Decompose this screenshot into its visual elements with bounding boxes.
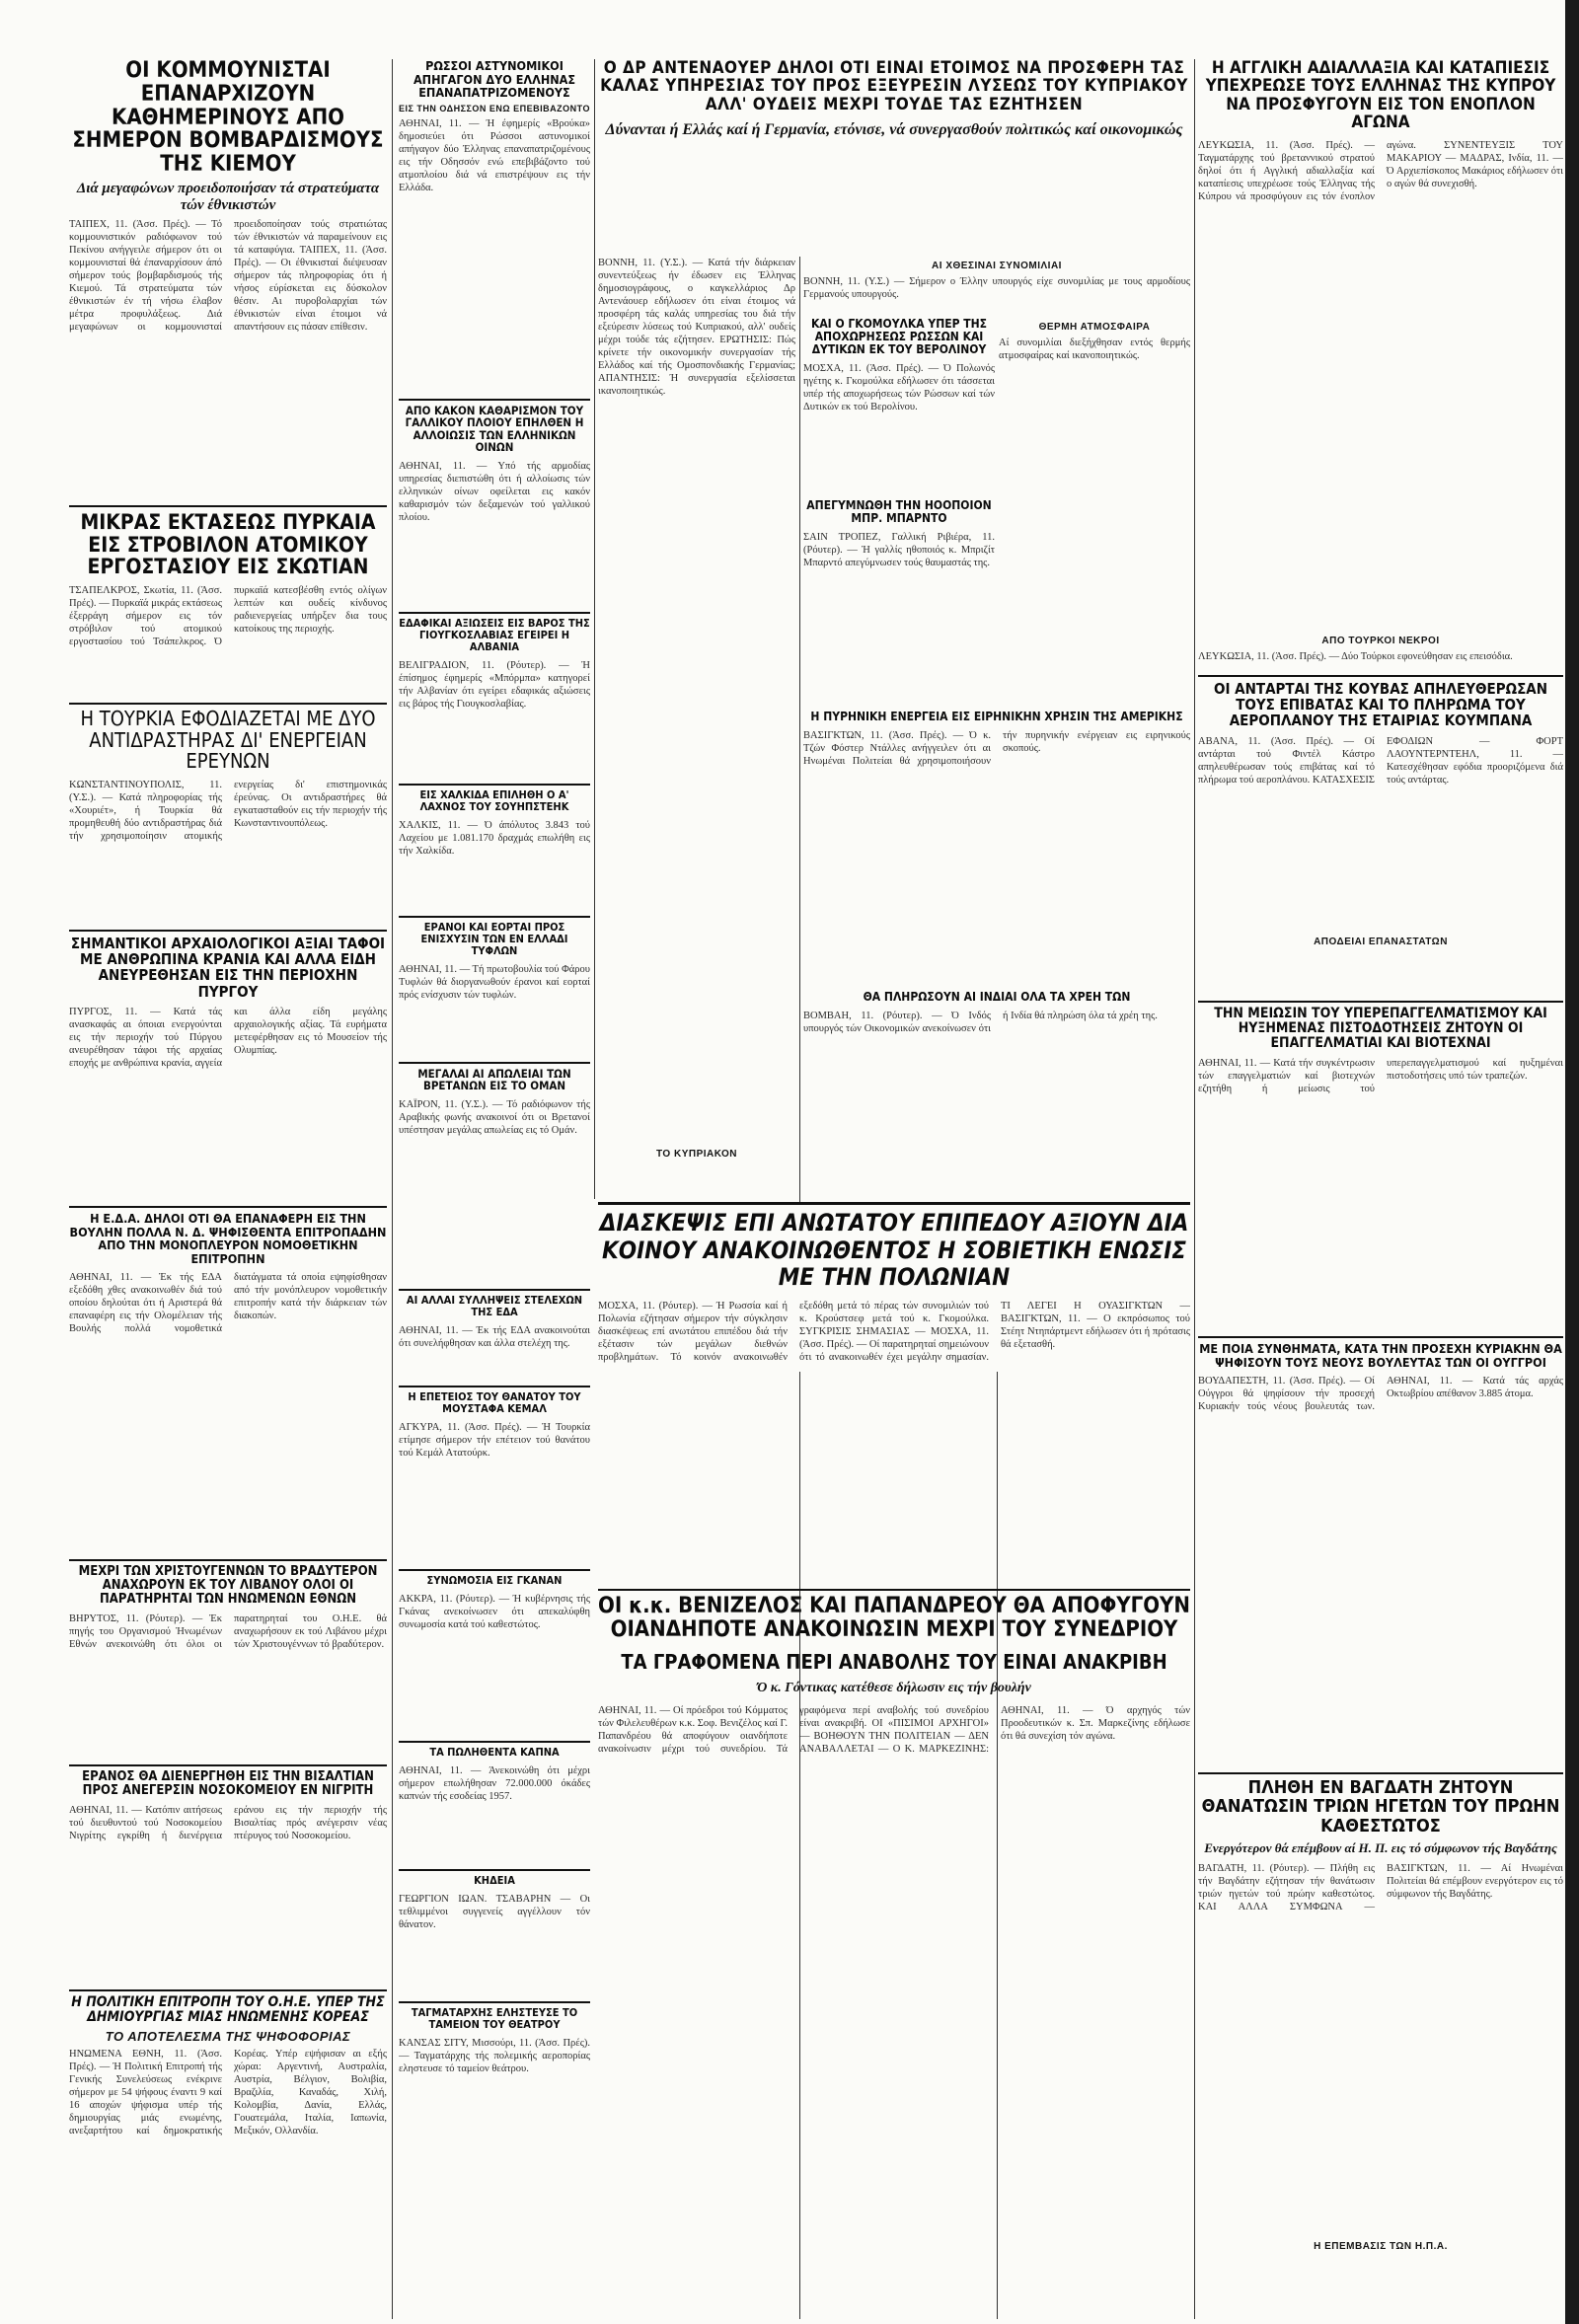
section-rule (399, 1386, 590, 1387)
article-body: ΒΟΥΔΑΠΕΣΤΗ, 11. (Άσσ. Πρές). — Οί Ούγγροι θά ψηφίσουν τήν προσεχή Κυριακήν τούς νέους βουλευτάς των. ΑΘΗΝΑΙ, 11. — Κατά τάς αρχάς Οκτωβρίου απέθανον 3.885 άτομα. (1198, 1376, 1563, 1412)
section-rule (69, 505, 387, 507)
article-tyfloi (399, 922, 590, 1058)
headline: Η ΕΠΕΤΕΙΟΣ ΤΟΥ ΘΑΝΑΤΟΥ ΤΟΥ ΜΟΥΣΤΑΦΑ ΚΕΜΑΛ (408, 1391, 581, 1415)
subheadline: Δύνανται ή Ελλάς καί ή Γερμανία, ετόνισε, νά συνεργασθούν πολιτικώς καί οικονομικώς (605, 121, 1183, 139)
section-rule (399, 1062, 590, 1064)
article-livanos (69, 1565, 387, 1761)
section-rule (399, 399, 590, 401)
headline: ΟΙ ΑΝΤΑΡΤΑΙ ΤΗΣ ΚΟΥΒΑΣ ΑΠΗΛΕΥΘΕΡΩΣΑΝ ΤΟΥΣ ΕΠΙΒΑΤΑΣ ΚΑΙ ΤΟ ΠΛΗΡΩΜΑ ΤΟΥ ΑΕΡΟΠΛΑΝΟΥ ΤΗΣ ΕΤΑΙΡΙΑΣ ΚΟΥΜΠΑΝΑ (1213, 681, 1548, 730)
article-pyriniki (803, 711, 1190, 987)
article-kypros (1198, 59, 1563, 626)
article-body: ΚΑΪΡΟΝ, 11. (Υ.Σ.). — Τό ραδιόφωνον τής Αραβικής φωνής ανακοινοί ότι οι Βρετανοί υπέστησαν μεγάλας απωλείας εις τό Ομάν. (399, 1098, 590, 1136)
article-body: ΑΘΗΝΑΙ, 11. — Έκ τής ΕΔΑ εξεδόθη χθες ανακοινωθέν διά τού οποίου δηλούται ότι ή Αριστερά θά επαναφέρη εις τήν Ολομέλειαν τής Βουλής πολλά νομοθετικά διατάγματα τά οποία εψηφίσθησαν από τήν μονόπλευρον νομοθετικήν επιτροπήν κατά τήν διάρκειαν τών διακοπών. (69, 1272, 387, 1334)
article-body: ΧΑΛΚΙΣ, 11. — Ό άπόλυτος 3.843 τού Λαχείου με 1.081.170 δραχμάς επωλήθη εις τήν Χαλκίδα. (399, 819, 590, 857)
section-rule (598, 1202, 1190, 1205)
article-kideia (399, 1875, 590, 1997)
headline: ΔΙΑΣΚΕΨΙΣ ΕΠΙ ΑΝΩΤΑΤΟΥ ΕΠΙΠΕΔΟΥ ΑΞΙΟΥΝ ΔΙΑ ΚΟΙΝΟΥ ΑΝΑΚΟΙΝΩΘΕΝΤΟΣ Η ΣΟΒΙΕΤΙΚΗ ΕΝΩΣΙΣ ΜΕ ΤΗΝ ΠΟΛΩΝΙΑΝ (599, 1210, 1189, 1292)
article-albania (399, 618, 590, 780)
article-body: ΑΚΚΡΑ, 11. (Ρόυτερ). — Ή κυβέρνησις τής Γκάνας ανεκοίνωσεν ότι απεκαλύφθη συνωμοσία κατά τού καθεστώτος. (399, 1593, 590, 1630)
article-kiemou (69, 59, 387, 501)
article-india (803, 991, 1190, 1198)
article-laxeio (399, 789, 590, 912)
headline: ΠΛΗΘΗ ΕΝ ΒΑΓΔΑΤΗ ΖΗΤΟΥΝ ΘΑΝΑΤΩΣΙΝ ΤΡΙΩΝ ΗΓΕΤΩΝ ΤΟΥ ΠΡΩΗΝ ΚΑΘΕΣΤΩΤΟΣ (1201, 1778, 1560, 1837)
article-epaggelmaties (1198, 1007, 1563, 1332)
article-tourkia (69, 709, 387, 926)
headline: ΘΑ ΠΛΗΡΩΣΟΥΝ ΑΙ ΙΝΔΙΑΙ ΟΛΑ ΤΑ ΧΡΕΗ ΤΩΝ (863, 991, 1131, 1004)
section-rule (399, 2001, 590, 2003)
article-ghana (399, 1575, 590, 1737)
section-rule (69, 1559, 387, 1561)
headline: ΚΗΔΕΙΑ (474, 1875, 515, 1887)
headline: ΑΠΟ ΚΑΚΟΝ ΚΑΘΑΡΙΣΜΟΝ ΤΟΥ ΓΑΛΛΙΚΟΥ ΠΛΟΙΟΥ ΕΠΗΛΘΕΝ Η ΑΛΛΟΙΩΣΙΣ ΤΩΝ ΕΛΛΗΝΙΚΩΝ ΟΙΝΩΝ (405, 405, 584, 455)
article-body: ΒΕΛΙΓΡΑΔΙΟΝ, 11. (Ρόυτερ). — Ή έπίσημος έφημερίς «Μπόρμπα» κατηγορεί τήν Αλβανίαν ότι εγείρει εδαφικάς αξιώσεις εις βάρος τής Γιουγκοσλαβίας. (399, 659, 590, 710)
headline: ΑΠΕΓΥΜΝΩΘΗ ΤΗΝ ΗΟΟΠΟΙΟΝ ΜΠΡ. ΜΠΑΡΝΤΟ (806, 499, 992, 525)
headline: ΟΙ ΚΟΜΜΟΥΝΙΣΤΑΙ ΕΠΑΝΑΡΧΙΖΟΥΝ ΚΑΘΗΜΕΡΙΝΟΥΣ ΑΠΟ ΣΗΜΕΡΟΝ ΒΟΜΒΑΡΔΙΣΜΟΥΣ ΤΗΣ ΚΙΕΜΟΥ (72, 59, 384, 177)
kicker: Η ΕΠΕΜΒΑΣΙΣ ΤΩΝ Η.Π.Α. (1314, 2241, 1448, 2253)
headline: ΤΗΝ ΜΕΙΩΣΙΝ ΤΟΥ ΥΠΕΡΕΠΑΓΓΕΛΜΑΤΙΣΜΟΥ ΚΑΙ ΗΥΞΗΜΕΝΑΣ ΠΙΣΤΟΔΟΤΗΣΕΙΣ ΖΗΤΟΥΝ ΟΙ ΕΠΑΓΓΕΛΜΑΤΙΑΙ ΚΑΙ ΒΙΟΤΕΧΝΑΙ (1214, 1007, 1547, 1052)
article-tagmatarxis (399, 2007, 590, 2316)
article-bardot (803, 499, 995, 707)
headline: ΕΡΑΝΟΣ ΘΑ ΔΙΕΝΕΡΓΗΘΗ ΕΙΣ ΤΗΝ ΒΙΣΑΛΤΙΑΝ ΠΡΟΣ ΑΝΕΓΕΡΣΙΝ ΝΟΣΟΚΟΜΕΙΟΥ ΕΝ ΝΙΓΡΙΤΗ (82, 1770, 374, 1799)
article-body: ΓΕΩΡΓΙΟΝ ΙΩΑΝ. ΤΣΑΒΑΡΗΝ — Οι τεθλιμμένοι συγγενείς αγγέλλουν τόν θάνατον. (399, 1893, 590, 1930)
column-rule (392, 59, 393, 2319)
article-thermi (999, 318, 1190, 707)
section-rule (399, 1569, 590, 1571)
headline: ΕΡΑΝΟΙ ΚΑΙ ΕΟΡΤΑΙ ΠΡΟΣ ΕΝΙΣΧΥΣΙΝ ΤΩΝ ΕΝ ΕΛΛΑΔΙ ΤΥΦΛΩΝ (420, 922, 568, 957)
section-rule (399, 1741, 590, 1743)
headline: Η ΤΟΥΡΚΙΑ ΕΦΟΔΙΑΖΕΤΑΙ ΜΕ ΔΥΟ ΑΝΤΙΔΡΑΣΤΗΡΑΣ ΔΙ' ΕΝΕΡΓΕΙΑΝ ΕΡΕΥΝΩΝ (80, 709, 376, 774)
column-rule (1194, 59, 1195, 2319)
article-synomiliai (803, 257, 1190, 316)
article-vagdati (1198, 1778, 1563, 2319)
article-body: ΑΘΗΝΑΙ, 11. — Κατά τήν συγκέντρωσιν τών επαγγελματιών καί βιοτεχνών εζητήθη ή μείωσις τού υπερεπαγγελματισμού καί ηυξημέναι πιστοδοτήσεις υπό τών τραπεζών. (1198, 1058, 1563, 1095)
kicker: ΑΠΟΔΕΙΑΙ ΕΠΑΝΑΣΤΑΤΩΝ (1314, 936, 1448, 947)
subheadline: Διά μεγαφώνων προειδοποιήσαν τά στρατεύματα τών έθνικιστών (76, 180, 380, 213)
article-archaiologika (69, 936, 387, 1202)
article-gomulka (803, 318, 995, 495)
article-body: ΜΟΣΧΑ, 11. (Άσσ. Πρές). — Ό Πολωνός ηγέτης κ. Γκομούλκα εδήλωσεν ότι τάσσεται υπέρ τής αποχωρήσεως τών Ρώσσων καί τών Δυτικών εκ τού Βερολίνου. (803, 362, 995, 412)
section-rule (399, 916, 590, 918)
article-body: ΚΩΝΣΤΑΝΤΙΝΟΥΠΟΛΙΣ, 11. (Υ.Σ.). — Κατά πληροφορίας τής «Χουριέτ», ή Τουρκία θά προμηθευθή δύο αντιδραστήρας διά τήν χρησιμοποίησιν ατομικής ενεργείας δι' επιστημονικάς έρεύνας. Οι αντιδραστήρες θά εγκατασταθούν εις τήν περιοχήν τής Κωνσταντινουπόλεως. (69, 779, 387, 842)
article-eranos (69, 1770, 387, 1986)
article-eda (69, 1212, 387, 1555)
article-rossoi (399, 59, 590, 395)
section-rule (69, 1989, 387, 1991)
section-rule (1198, 675, 1563, 677)
headline: ΕΔΑΦΙΚΑΙ ΑΞΙΩΣΕΙΣ ΕΙΣ ΒΑΡΟΣ ΤΗΣ ΓΙΟΥΓΚΟΣΛΑΒΙΑΣ ΕΓΕΙΡΕΙ Η ΑΛΒΑΝΙΑ (399, 618, 590, 653)
headline: ΚΑΙ Ο ΓΚΟΜΟΥΛΚΑ ΥΠΕΡ ΤΗΣ ΑΠΟΧΩΡΗΣΕΩΣ ΡΩΣΣΩΝ ΚΑΙ ΔΥΤΙΚΩΝ ΕΚ ΤΟΥ ΒΕΡΟΛΙΝΟΥ (810, 318, 988, 356)
section-rule (1198, 1336, 1563, 1338)
section-rule (69, 703, 387, 705)
headline: ΣΥΝΩΜΟΣΙΑ ΕΙΣ ΓΚΑΝΑΝ (426, 1575, 563, 1587)
article-body: ΑΘΗΝΑΙ, 11. — Ή έφημερίς «Βρούκα» δημοσιεύει ότι Ρώσσοι αστυνομικοί απήγαγον δύο Έλληνας επαναπατριζομένους εις τήν Οδησσόν ενώ επεβιβάζοντο τού ατμοπλοίου διά νά επιστρέψουν εις τήν Ελλάδα. (399, 117, 590, 193)
headline: Η ΠΟΛΙΤΙΚΗ ΕΠΙΤΡΟΠΗ ΤΟΥ Ο.Η.Ε. ΥΠΕΡ ΤΗΣ ΔΗΜΙΟΥΡΓΙΑΣ ΜΙΑΣ ΗΝΩΜΕΝΗΣ ΚΟΡΕΑΣ (71, 1995, 385, 2026)
headline: ΜΕΧΡΙ ΤΩΝ ΧΡΙΣΤΟΥΓΕΝΝΩΝ ΤΟ ΒΡΑΔΥΤΕΡΟΝ ΑΝΑΧΩΡΟΥΝ ΕΚ ΤΟΥ ΛΙΒΑΝΟΥ ΟΛΟΙ ΟΙ ΠΑΡΑΤΗΡΗΤΑΙ ΤΩΝ ΗΝΩΜΕΝΩΝ ΕΘΝΩΝ (78, 1565, 378, 1608)
headline: ΤΑΓΜΑΤΑΡΧΗΣ ΕΛΗΣΤΕΥΣΕ ΤΟ ΤΑΜΕΙΟΝ ΤΟΥ ΘΕΑΤΡΟΥ (411, 2007, 578, 2031)
article-body: ΠΥΡΓΟΣ, 11. — Κατά τάς ανασκαφάς αι όποιαι ενεργούνται εις τήν περιοχήν τού Πύργου ανευρέθησαν τάφοι τής αρχαίας εποχής με ανθρώπινα κρανία, αγγεία και άλλα είδη μεγάλης αρχαιολογικής αξίας. Τά ευρήματα μετεφέρθησαν εις τό Μουσείον τής Ολυμπίας. (69, 1006, 387, 1069)
article-body: ΑΘΗΝΑΙ, 11. — Υπό τής αρμοδίας υπηρεσίας διεπιστώθη ότι ή αλλοίωσις τών ελληνικών οίνων οφείλεται εις κακόν καθαρισμόν τών δεξαμενών τού γαλλικού πλοίου. (399, 460, 590, 523)
headline: Η ΑΓΓΛΙΚΗ ΑΔΙΑΛΛΑΞΙΑ ΚΑΙ ΚΑΤΑΠΙΕΣΙΣ ΥΠΕΧΡΕΩΣΕ ΤΟΥΣ ΕΛΛΗΝΑΣ ΤΗΣ ΚΥΠΡΟΥ ΝΑ ΠΡΟΣΦΥΓΟΥΝ ΕΙΣ ΤΟΝ ΕΝΟΠΛΟΝ ΑΓΩΝΑ (1205, 59, 1556, 133)
article-kemal (399, 1391, 590, 1565)
column-rule (799, 257, 800, 1204)
article-body: ΒΗΡΥΤΟΣ, 11. (Ρόυτερ). — Έκ πηγής του Οργανισμού Ήνωμένων Εθνών ανεκοινώθη ότι όλοι οι παρατηρηταί του Ο.Η.Ε. θά αναχωρήσουν εκ τού Λιβάνου μέχρι τών Χριστουγέννων τό βραδύτερον. (69, 1613, 387, 1651)
kicker: ΕΙΣ ΤΗΝ ΟΔΗΣΣΟΝ ΕΝΩ ΕΠΕΒΙΒΑΖΟΝΤΟ (399, 103, 590, 113)
article-soviet-poland (598, 1210, 1190, 1585)
article-adenauer-body (598, 257, 795, 1199)
article-body: ΑΘΗΝΑΙ, 11. — Άνεκοινώθη ότι μέχρι σήμερον επωλήθησαν 72.000.000 όκάδες καπνών τής εσοδείας 1957. (399, 1764, 590, 1802)
subheadline: Ενεργότερον θά επέμβουν αί Η. Π. εις τό σύμφωνον τής Βαγδάτης (1204, 1840, 1557, 1856)
article-pyrkaia (69, 511, 387, 699)
headline: ΜΙΚΡΑΣ ΕΚΤΑΣΕΩΣ ΠΥΡΚΑΙΑ ΕΙΣ ΣΤΡΟΒΙΛΟΝ ΑΤΟΜΙΚΟΥ ΕΡΓΟΣΤΑΣΙΟΥ ΕΙΣ ΣΚΩΤΙΑΝ (80, 511, 376, 579)
section-rule (399, 1869, 590, 1871)
kicker: ΤΟ ΑΠΟΤΕΛΕΣΜΑ ΤΗΣ ΨΗΦΟΦΟΡΙΑΣ (105, 2029, 351, 2045)
article-body: ΑΘΗΝΑΙ, 11. — Οί πρόεδροι τού Κόμματος τών Φιλελευθέρων κ.κ. Σοφ. Βενιζέλος καί Γ. Παπανδρέου θά αποφύγουν οιανδήποτε ανακοίνωσιν μέχρι τού συνεδρίου. Τά γραφόμενα περί αναβολής τού συνεδρίου είναι ανακριβή. ΟΙ «ΠΙΣΙΜΟΙ ΑΡΧΗΓΟΙ» — ΒΟΗΘΟΥΝ ΤΗΝ ΠΟΛΙΤΕΙΑΝ — ΔΕΝ ΑΝΑΒΑΛΛΕΤΑΙ — Ο Κ. ΜΑΡΚΕΖΙΝΗΣ: ΑΘΗΝΑΙ, 11. — Ό αρχηγός τών Προοδευτικών κ. Σπ. Μαρκεζίνης εδήλωσε ότι θά συνεχίση τόν αγώνα. (598, 1705, 1190, 1756)
article-body: ΑΒΑΝΑ, 11. (Άσσ. Πρές). — Οί αντάρται τού Φιντέλ Κάστρο απηλευθέρωσαν τούς επιβάτας καί τό πλήρωμα τού αεροπλάνου. ΚΑΤΑΣΧΕΣΙΣ ΕΦΟΔΙΩΝ — ΦΟΡΤ ΛΑΟΥΝΤΕΡΝΤΕΗΛ, 11. — Κατεσχέθησαν εφόδια προοριζόμενα διά τούς αντάρτας. (1198, 735, 1563, 786)
headline: ΑΠΟ ΤΟΥΡΚΟΙ ΝΕΚΡΟΙ (1321, 636, 1440, 646)
article-body: ΛΕΥΚΩΣΙΑ, 11. (Άσσ. Πρές). — Δύο Τούρκοι εφονεύθησαν εις επεισόδια. (1198, 651, 1513, 662)
article-body: ΒΑΣΙΓΚΤΩΝ, 11. (Άσσ. Πρές). — Ό κ. Τζών Φόστερ Ντάλλες ανήγγειλεν ότι αι Ηνωμέναι Πολιτείαι θά χρησιμοποιήσουν τήν πυρηνικήν ενέργειαν εις ειρηνικούς σκοπούς. (803, 729, 1190, 767)
section-rule (1198, 1772, 1563, 1774)
article-body: ΑΘΗΝΑΙ, 11. — Τή πρωτοβουλία τού Φάρου Τυφλών θά διοργανωθούν έρανοι καί εορταί πρός ενίσχυσιν τών τυφλών. (399, 963, 590, 1001)
headline: ΕΙΣ ΧΑΛΚΙΔΑ ΕΠΙΛΗΘΗ Ο Α' ΛΑΧΝΟΣ ΤΟΥ ΣΟΥΗΠΣΤΕΗΚ (419, 789, 569, 813)
article-body: ΑΘΗΝΑΙ, 11. — Κατόπιν αιτήσεως τού διευθυντού τού Νοσοκομείου Νιγρίτης εγκρίθη ή διενέργεια εράνου εις τήν περιοχήν τής Βισαλτίας πρός ανέγερσιν νέας πτέρυγος τού Νοσοκομείου. (69, 1805, 387, 1842)
section-rule (399, 1289, 590, 1291)
kicker: ΤΟ ΚΥΠΡΙΑΚΟΝ (655, 1149, 738, 1160)
article-body: ΚΑΝΣΑΣ ΣΙΤΥ, Μισσούρι, 11. (Άσσ. Πρές). — Ταγματάρχης τής πολεμικής αεροπορίας εληστευσε τό ταμείον θεάτρου. (399, 2037, 590, 2074)
headline: ΟΙ κ.κ. ΒΕΝΙΖΕΛΟΣ ΚΑΙ ΠΑΠΑΝΔΡΕΟΥ ΘΑ ΑΠΟΦΥΓΟΥΝ ΟΙΑΝΔΗΠΟΤΕ ΑΝΑΚΟΙΝΩΣΙΝ ΜΕΧΡΙ ΤΟΥ ΣΥΝΕΔΡΙΟΥ (598, 1595, 1190, 1642)
headline: ΣΗΜΑΝΤΙΚΟΙ ΑΡΧΑΙΟΛΟΓΙΚΟΙ ΑΞΙΑΙ ΤΑΦΟΙ ΜΕ ΑΝΘΡΩΠΙΝΑ ΚΡΑΝΙΑ ΚΑΙ ΑΛΛΑ ΕΙΔΗ ΑΝΕΥΡΕΘΗΣΑΝ ΕΙΣ ΤΗΝ ΠΕΡΙΟΧΗΝ ΠΥΡΓΟΥ (70, 936, 386, 1001)
article-korea (69, 1995, 387, 2316)
headline: ΘΕΡΜΗ ΑΤΜΟΣΦΑΙΡΑ (1038, 322, 1151, 333)
section-rule (598, 1589, 1190, 1591)
kicker: Ό κ. Γόντικας κατέθεσε δήλωσιν εις τήν βουλήν (757, 1681, 1031, 1696)
article-body: ΒΟΝΝΗ, 11. (Υ.Σ.). — Κατά τήν διάρκειαν συνεντεύξεως ήν έδωσεν εις Έλληνας δημοσιογράφους, ο καγκελλάριος Δρ Αντενάουερ εδήλωσεν ότι είναι έτοιμος νά προσφέρη τάς καλάς υπηρεσίας του διά τήν εξεύρεσιν λύσεως τού Κυπριακού, αλλ' ουδείς μέχρι τούδε τάς εζήτησεν. ΕΡΩΤΗΣΙΣ: Πώς κρίνετε τήν οικονομικήν συνεργασίαν τής Ελλάδος καί τής Ομοσπονδιακής Γερμανίας; ΑΠΑΝΤΗΣΙΣ: Ή συνεργασία εξελίσσεται ικανοποιητικώς. (598, 258, 795, 397)
headline: ΑΙ ΑΛΛΑΙ ΣΥΛΛΗΨΕΙΣ ΣΤΕΛΕΧΩΝ ΤΗΣ ΕΔΑ (406, 1295, 583, 1318)
article-body: ΑΓΚΥΡΑ, 11. (Άσσ. Πρές). — Ή Τουρκία ετίμησε σήμερον τήν επέτειον τού θανάτου τού Κεμάλ Ατατούρκ. (399, 1421, 590, 1459)
section-rule (399, 612, 590, 614)
article-body: ΑΘΗΝΑΙ, 11. — Έκ τής ΕΔΑ ανακοινούται ότι συνελήφθησαν και άλλα στελέχη της. (399, 1324, 590, 1349)
section-rule (69, 1764, 387, 1766)
section-rule (69, 1206, 387, 1208)
article-adenauer-header (598, 59, 1190, 257)
headline: Η ΠΥΡΗΝΙΚΗ ΕΝΕΡΓΕΙΑ ΕΙΣ ΕΙΡΗΝΙΚΗΝ ΧΡΗΣΙΝ ΤΗΣ ΑΜΕΡΙΚΗΣ (810, 711, 1183, 723)
headline: ΤΑ ΠΩΛΗΘΕΝΤΑ ΚΑΠΝΑ (429, 1747, 560, 1759)
article-oinoi (399, 405, 590, 608)
article-venizelos (598, 1595, 1190, 2319)
article-body: ΤΣΑΠΕΛΚΡΟΣ, Σκωτία, 11. (Άσσ. Πρές). — Πυρκαϊά μικράς εκτάσεως έξερράγη σήμερον εις τόν στρόβιλον τού ατομικού εργοστασίου τού Τσάπελκρος. Ό πυρκαϊά κατεσβέσθη εντός ολίγων λεπτών και ουδείς κίνδυνος ραδιενεργείας υπήρξεν δια τους κατοίκους της περιοχής. (69, 585, 387, 648)
article-body: ΣΑΙΝ ΤΡΟΠΕΖ, Γαλλική Ριβιέρα, 11. (Ρόυτερ). — Ή γαλλίς ηθοποιός κ. Μπριζίτ Μπαρντό απεγύμνωσεν τούς θαυμαστάς της. (803, 531, 995, 568)
column-rule (594, 59, 595, 1199)
headline: ΜΕ ΠΟΙΑ ΣΥΝΘΗΜΑΤΑ, ΚΑΤΑ ΤΗΝ ΠΡΟΣΕΧΗ ΚΥΡΙΑΚΗΝ ΘΑ ΨΗΦΙΣΟΥΝ ΤΟΥΣ ΝΕΟΥΣ ΒΟΥΛΕΥΤΑΣ ΤΩΝ ΟΙ ΟΥΓΓΡΟΙ (1199, 1342, 1562, 1370)
section-rule (399, 784, 590, 786)
headline: ΡΩΣΣΟΙ ΑΣΤΥΝΟΜΙΚΟΙ ΑΠΗΓΑΓΟΝ ΔΥΟ ΕΛΛΗΝΑΣ ΕΠΑΝΑΠΑΤΡΙΖΟΜΕΝΟΥΣ (413, 59, 576, 100)
article-kouba (1198, 681, 1563, 997)
subheadline: ΤΑ ΓΡΑΦΟΜΕΝΑ ΠΕΡΙ ΑΝΑΒΟΛΗΣ ΤΟΥ ΕΙΝΑΙ ΑΝΑΚΡΙΒΗ (621, 1649, 1167, 1674)
article-body: ΜΟΣΧΑ, 11. (Ρόυτερ). — Ή Ρωσσία καί ή Πολωνία εζήτησαν σήμερον τήν σύγκλησιν διασκέψεως επί ανωτάτου επιπέδου διά τήν εξέτασιν τών μεγάλων διεθνών προβλημάτων. Τό κοινόν ανακοινωθέν εξεδόθη μετά τό πέρας τών συνομιλιών τού κ. Κρούστσεφ μετά τού κ. Γκομούλκα. ΣΥΓΚΡΙΣΙΣ ΣΗΜΑΣΙΑΣ — ΜΟΣΧΑ, 11. (Άσσ. Πρές). — Οί παρατηρηταί σημειώνουν ότι τό ανακοινωθέν έχει μεγάλην σημασίαν. ΤΙ ΛΕΓΕΙ Η ΟΥΑΣΙΓΚΤΩΝ — ΒΑΣΙΓΚΤΩΝ, 11. — Ο εκπρόσωπος τού Στέητ Ντηπάρτμεντ εδήλωσεν ότι ή πρότασις θά εξετασθή. (598, 1300, 1190, 1363)
article-body: Αί συνομιλίαι διεξήχθησαν εντός θερμής ατμοσφαίρας καί ικανοποιητικώς. (999, 337, 1190, 361)
article-body: ΤΑΙΠΕΧ, 11. (Άσσ. Πρές). — Τό κομμουνιστικόν ραδιόφωνον τού Πεκίνου ανήγγειλε σήμερον ότι οι κομμουνισταί θά έπαναρχίσουν άπό σήμερον τούς βομβαρδισμούς τής Κιεμού. Τά στρατεύματα τών έθνικιστών έν τή νήσω έλαβον μέτρα προφυλάξεως. Διά μεγαφώνων οι κομμουνισταί προειδοποίησαν τούς στρατιώτας τών έθνικιστών νά παραμείνουν εις τά καταφύγια. ΤΑΙΠΕΧ, 11. (Άσσ. Πρές). — Οι έθνικισταί διέψευσαν σήμερον τάς πληροφορίας ότι ή νήσος εύρίσκεται εις δύσκολον θέσιν. Αι πυροβολαρχίαι τών έθνικιστών είναι έτοιμοι νά απαντήσουν εις πάσαν επίθεσιν. (69, 219, 387, 334)
article-syllipseis (399, 1295, 590, 1382)
headline: Ο ΔΡ ΑΝΤΕΝΑΟΥΕΡ ΔΗΛΟΙ ΟΤΙ ΕΙΝΑΙ ΕΤΟΙΜΟΣ ΝΑ ΠΡΟΣΦΕΡΗ ΤΑΣ ΚΑΛΑΣ ΥΠΗΡΕΣΙΑΣ ΤΟΥ ΠΡΟΣ ΕΞΕΥΡΕΣΙΝ ΛΥΣΕΩΣ ΤΟΥ ΚΥΠΡΙΑΚΟΥ ΑΛΛ' ΟΥΔΕΙΣ ΜΕΧΡΙ ΤΟΥΔΕ ΤΑΣ ΕΖΗΤΗΣΕΝ (600, 59, 1188, 114)
headline: ΜΕΓΑΛΑΙ ΑΙ ΑΠΩΛΕΙΑΙ ΤΩΝ ΒΡΕΤΑΝΩΝ ΕΙΣ ΤΟ ΟΜΑΝ (417, 1068, 571, 1093)
section-rule (1198, 1001, 1563, 1003)
article-oman (399, 1068, 590, 1285)
headline: ΑΙ ΧΘΕΣΙΝΑΙ ΣΥΝΟΜΙΛΙΑΙ (932, 261, 1062, 271)
article-body: ΗΝΩΜΕΝΑ ΕΘΝΗ, 11. (Άσσ. Πρές). — Ή Πολιτική Επιτροπή τής Γενικής Συνελεύσεως ενέκρινε σήμερον με 54 ψήφους έναντι 9 καί 16 αποχών ψήφισμα υπέρ τής δημιουργίας μιάς ενωμένης, ανεξαρτήτου καί δημοκρατικής Κορέας. Υπέρ εψήφισαν αι εξής χώραι: Αργεντινή, Αυστραλία, Αυστρία, Βέλγιον, Βολιβία, Βραζιλία, Καναδάς, Χιλή, Κολομβία, Δανία, Ελλάς, Γουατεμάλα, Ιταλία, Ιαπωνία, Μεξικόν, Ολλανδία. (69, 2049, 387, 2137)
article-oungroi (1198, 1342, 1563, 1768)
article-body: ΒΟΜΒΑΗ, 11. (Ρόυτερ). — Ό Ινδός υπουργός τών Οικονομικών ανεκοίνωσεν ότι ή Ινδία θά πληρώση όλα τά χρέη της. (803, 1010, 1158, 1034)
article-body: ΛΕΥΚΩΣΙΑ, 11. (Άσσ. Πρές). — Ταγματάρχης τού βρεταννικού στρατού δηλοί ότι ή Αγγλική αδιαλλαξία καί καταπίεσις υπεχρέωσε τούς Έλληνας τής Κύπρου νά προσφύγουν εις τόν ένοπλον αγώνα. ΣΥΝΕΝΤΕΥΞΙΣ ΤΟΥ ΜΑΚΑΡΙΟΥ — ΜΑΔΡΑΣ, Ινδία, 11. — Ό Αρχιεπίσκοπος Μακάριος εδήλωσεν ότι ο αγών θά συνεχισθή. (1198, 140, 1563, 203)
article-body: ΒΑΓΔΑΤΗ, 11. (Ρόυτερ). — Πλήθη εις τήν Βαγδάτην εζήτησαν τήν θανάτωσιν τριών ηγετών τού πρώην καθεστώτος. ΚΑΙ ΑΛΛΑ ΣΥΜΦΩΝΑ — ΒΑΣΙΓΚΤΩΝ, 11. — Αί Ηνωμέναι Πολιτείαι θά επέμβουν ενεργότερον εις τό σύμφωνον τής Βαγδάτης. (1198, 1863, 1563, 1913)
page-edge (1565, 0, 1579, 2324)
article-tourkoi (1198, 632, 1563, 671)
article-kapna (399, 1747, 590, 1865)
headline: Η Ε.Δ.Α. ΔΗΛΟΙ ΟΤΙ ΘΑ ΕΠΑΝΑΦΕΡΗ ΕΙΣ ΤΗΝ ΒΟΥΛΗΝ ΠΟΛΛΑ Ν. Δ. ΨΗΦΙΣΘΕΝΤΑ ΕΠΙΤΡΟΠΑΔΗΝ ΑΠΟ ΤΗΝ ΜΟΝΟΠΛΕΥΡΟΝ ΝΟΜΟΘΕΤΙΚΗΝ ΕΠΙΤΡΟΠΗΝ (69, 1212, 387, 1266)
article-body: ΒΟΝΝΗ, 11. (Υ.Σ.) — Σήμερον ο Έλλην υπουργός είχε συνομιλίας με τους αρμοδίους Γερμανούς υπουργούς. (803, 276, 1190, 300)
section-rule (69, 930, 387, 932)
